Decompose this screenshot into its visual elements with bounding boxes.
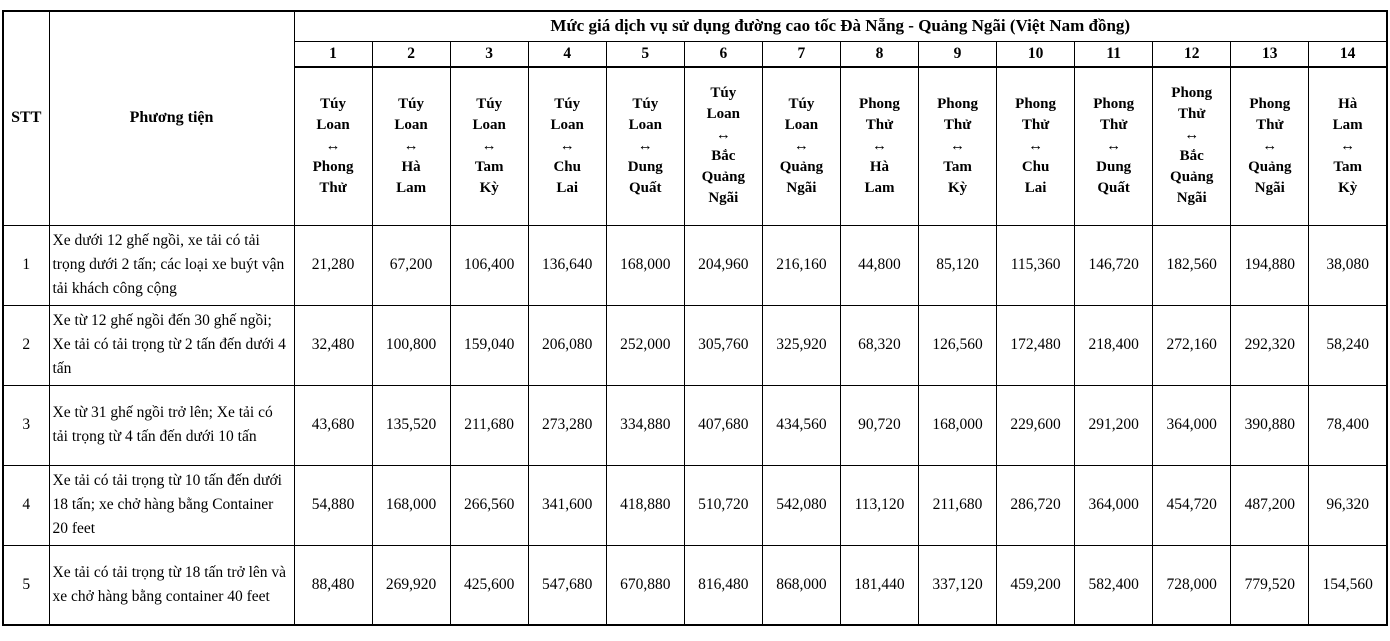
route-header-cell [997,67,1075,225]
route-arrow-icon: ↔ [559,137,575,154]
price-cell: 154,560 [1309,545,1387,625]
column-number-cell: 2 [372,41,450,67]
price-cell: 135,520 [372,385,450,465]
route-header-cell [762,67,840,225]
route-to: Dung Quất [627,158,663,196]
vehicle-header-cell: Phương tiện [49,11,294,225]
price-cell: 38,080 [1309,225,1387,305]
column-number-cell: 3 [450,41,528,67]
route-from: Phong Thử [1093,95,1135,133]
price-cell: 21,280 [294,225,372,305]
price-cell: 269,920 [372,545,450,625]
price-cell: 32,480 [294,305,372,385]
price-cell: 168,000 [372,465,450,545]
price-cell: 78,400 [1309,385,1387,465]
route-header-cell [1075,67,1153,225]
column-number-cell: 5 [606,41,684,67]
price-cell: 146,720 [1075,225,1153,305]
route-arrow-icon: ↔ [403,137,419,154]
price-cell: 172,480 [997,305,1075,385]
route-arrow-icon: ↔ [481,137,497,154]
price-cell: 206,080 [528,305,606,385]
price-cell: 90,720 [840,385,918,465]
price-cell: 54,880 [294,465,372,545]
price-cell: 272,160 [1153,305,1231,385]
vehicle-description-cell: Xe từ 12 ghế ngồi đến 30 ghế ngồi; Xe tải có tải trọng từ 2 tấn đến dưới 4 tấn [49,305,294,385]
price-cell: 341,600 [528,465,606,545]
price-cell: 779,520 [1231,545,1309,625]
route-header-cell [1309,67,1387,225]
price-cell: 216,160 [762,225,840,305]
route-arrow-icon: ↔ [793,137,809,154]
route-header-cell [1231,67,1309,225]
route-arrow-icon: ↔ [1262,137,1278,154]
row-number-cell: 1 [3,225,49,305]
route-from: Túy Loan [706,85,741,123]
vehicle-description-cell: Xe dưới 12 ghế ngồi, xe tải có tải trọng dưới 2 tấn; các loại xe buýt vận tải khách công cộng [49,225,294,305]
route-to: Dung Quất [1096,158,1132,196]
table-row [3,225,1387,305]
route-from: Phong Thử [1171,85,1213,123]
price-cell: 816,480 [684,545,762,625]
route-to: Chu Lai [553,158,581,196]
column-number-cell: 9 [919,41,997,67]
route-to: Hà Lam [396,158,427,196]
route-from: Túy Loan [394,95,428,133]
toll-price-table [2,10,1388,626]
column-number-cell: 12 [1153,41,1231,67]
price-cell: 68,320 [840,305,918,385]
route-to: Quảng Ngãi [779,158,824,196]
price-cell: 510,720 [684,465,762,545]
price-cell: 44,800 [840,225,918,305]
row-number-cell: 3 [3,385,49,465]
table-row [3,385,1387,465]
price-cell: 168,000 [606,225,684,305]
price-cell: 291,200 [1075,385,1153,465]
price-cell: 728,000 [1153,545,1231,625]
route-arrow-icon: ↔ [637,137,653,154]
column-number-cell: 4 [528,41,606,67]
vehicle-description-cell: Xe tải có tải trọng từ 10 tấn đến dưới 18 tấn; xe chở hàng bằng Container 20 feet [49,465,294,545]
row-number-cell: 4 [3,465,49,545]
route-to: Chu Lai [1021,158,1050,196]
route-arrow-icon: ↔ [1340,137,1356,154]
route-arrow-icon: ↔ [325,137,341,154]
route-from: Túy Loan [628,95,662,133]
column-number-cell: 10 [997,41,1075,67]
price-cell: 67,200 [372,225,450,305]
price-cell: 43,680 [294,385,372,465]
route-arrow-icon: ↔ [1106,137,1122,154]
price-cell: 218,400 [1075,305,1153,385]
price-cell: 407,680 [684,385,762,465]
route-to: Tam Kỳ [474,158,504,196]
route-to: Hà Lam [864,158,895,196]
route-arrow-icon: ↔ [871,137,887,154]
title-row [3,11,1387,41]
column-number-cell: 13 [1231,41,1309,67]
route-header-cell [294,67,372,225]
price-cell: 88,480 [294,545,372,625]
price-cell: 337,120 [919,545,997,625]
price-cell: 229,600 [997,385,1075,465]
route-to: Tam Kỳ [943,158,972,196]
price-cell: 211,680 [919,465,997,545]
price-cell: 100,800 [372,305,450,385]
vehicle-description-cell: Xe từ 31 ghế ngồi trở lên; Xe tải có tải trọng từ 4 tấn đến dưới 10 tấn [49,385,294,465]
price-cell: 58,240 [1309,305,1387,385]
route-header-cell [372,67,450,225]
price-cell: 168,000 [919,385,997,465]
route-to: Phong Thử [312,158,354,196]
price-cell: 115,360 [997,225,1075,305]
route-from: Túy Loan [550,95,584,133]
vehicle-description-cell: Xe tải có tải trọng từ 18 tấn trở lên và xe chở hàng bằng container 40 feet [49,545,294,625]
row-number-cell: 2 [3,305,49,385]
price-cell: 582,400 [1075,545,1153,625]
table-row [3,545,1387,625]
price-cell: 459,200 [997,545,1075,625]
column-number-cell: 7 [762,41,840,67]
route-from: Túy Loan [784,95,819,133]
price-cell: 292,320 [1231,305,1309,385]
price-cell: 364,000 [1153,385,1231,465]
route-from: Phong Thử [1249,95,1291,133]
stt-header-cell: STT [3,11,49,225]
price-cell: 542,080 [762,465,840,545]
route-to: Tam Kỳ [1333,158,1362,196]
price-cell: 136,640 [528,225,606,305]
price-cell: 286,720 [997,465,1075,545]
price-cell: 364,000 [1075,465,1153,545]
price-cell: 181,440 [840,545,918,625]
route-from: Phong Thử [859,95,900,133]
table-title: Mức giá dịch vụ sử dụng đường cao tốc Đà Nẵng - Quảng Ngãi (Việt Nam đồng) [294,11,1387,41]
column-number-cell: 6 [684,41,762,67]
price-cell: 159,040 [450,305,528,385]
route-to: Bắc Quảng Ngãi [1170,148,1214,207]
route-from: Phong Thử [1015,95,1057,133]
price-cell: 96,320 [1309,465,1387,545]
route-to: Bắc Quảng Ngãi [701,148,746,207]
price-cell: 325,920 [762,305,840,385]
price-cell: 547,680 [528,545,606,625]
price-cell: 425,600 [450,545,528,625]
route-from: Túy Loan [316,95,350,133]
route-arrow-icon: ↔ [1028,137,1044,154]
route-header-cell [528,67,606,225]
price-cell: 106,400 [450,225,528,305]
price-cell: 266,560 [450,465,528,545]
price-cell: 487,200 [1231,465,1309,545]
table-body [3,225,1387,625]
price-cell: 85,120 [919,225,997,305]
price-cell: 868,000 [762,545,840,625]
price-cell: 211,680 [450,385,528,465]
price-cell: 434,560 [762,385,840,465]
price-cell: 252,000 [606,305,684,385]
route-arrow-icon: ↔ [1184,127,1200,144]
price-cell: 194,880 [1231,225,1309,305]
price-cell: 334,880 [606,385,684,465]
column-number-cell: 11 [1075,41,1153,67]
table-row [3,465,1387,545]
route-header-cell [684,67,762,225]
price-cell: 204,960 [684,225,762,305]
route-header-cell [1153,67,1231,225]
price-cell: 113,120 [840,465,918,545]
route-to: Quảng Ngãi [1248,158,1292,196]
column-number-cell: 8 [840,41,918,67]
table-header [3,11,1387,225]
route-arrow-icon: ↔ [950,137,966,154]
route-arrow-icon: ↔ [715,127,731,144]
price-cell: 454,720 [1153,465,1231,545]
route-header-cell [919,67,997,225]
price-cell: 670,880 [606,545,684,625]
price-cell: 182,560 [1153,225,1231,305]
table-row [3,305,1387,385]
price-cell: 126,560 [919,305,997,385]
route-header-cell [606,67,684,225]
price-cell: 418,880 [606,465,684,545]
price-cell: 305,760 [684,305,762,385]
column-number-cell: 14 [1309,41,1387,67]
column-number-cell: 1 [294,41,372,67]
price-cell: 273,280 [528,385,606,465]
route-header-cell [840,67,918,225]
route-header-cell [450,67,528,225]
route-from: Túy Loan [472,95,506,133]
row-number-cell: 5 [3,545,49,625]
route-from: Hà Lam [1332,95,1363,133]
route-from: Phong Thử [937,95,978,133]
price-cell: 390,880 [1231,385,1309,465]
